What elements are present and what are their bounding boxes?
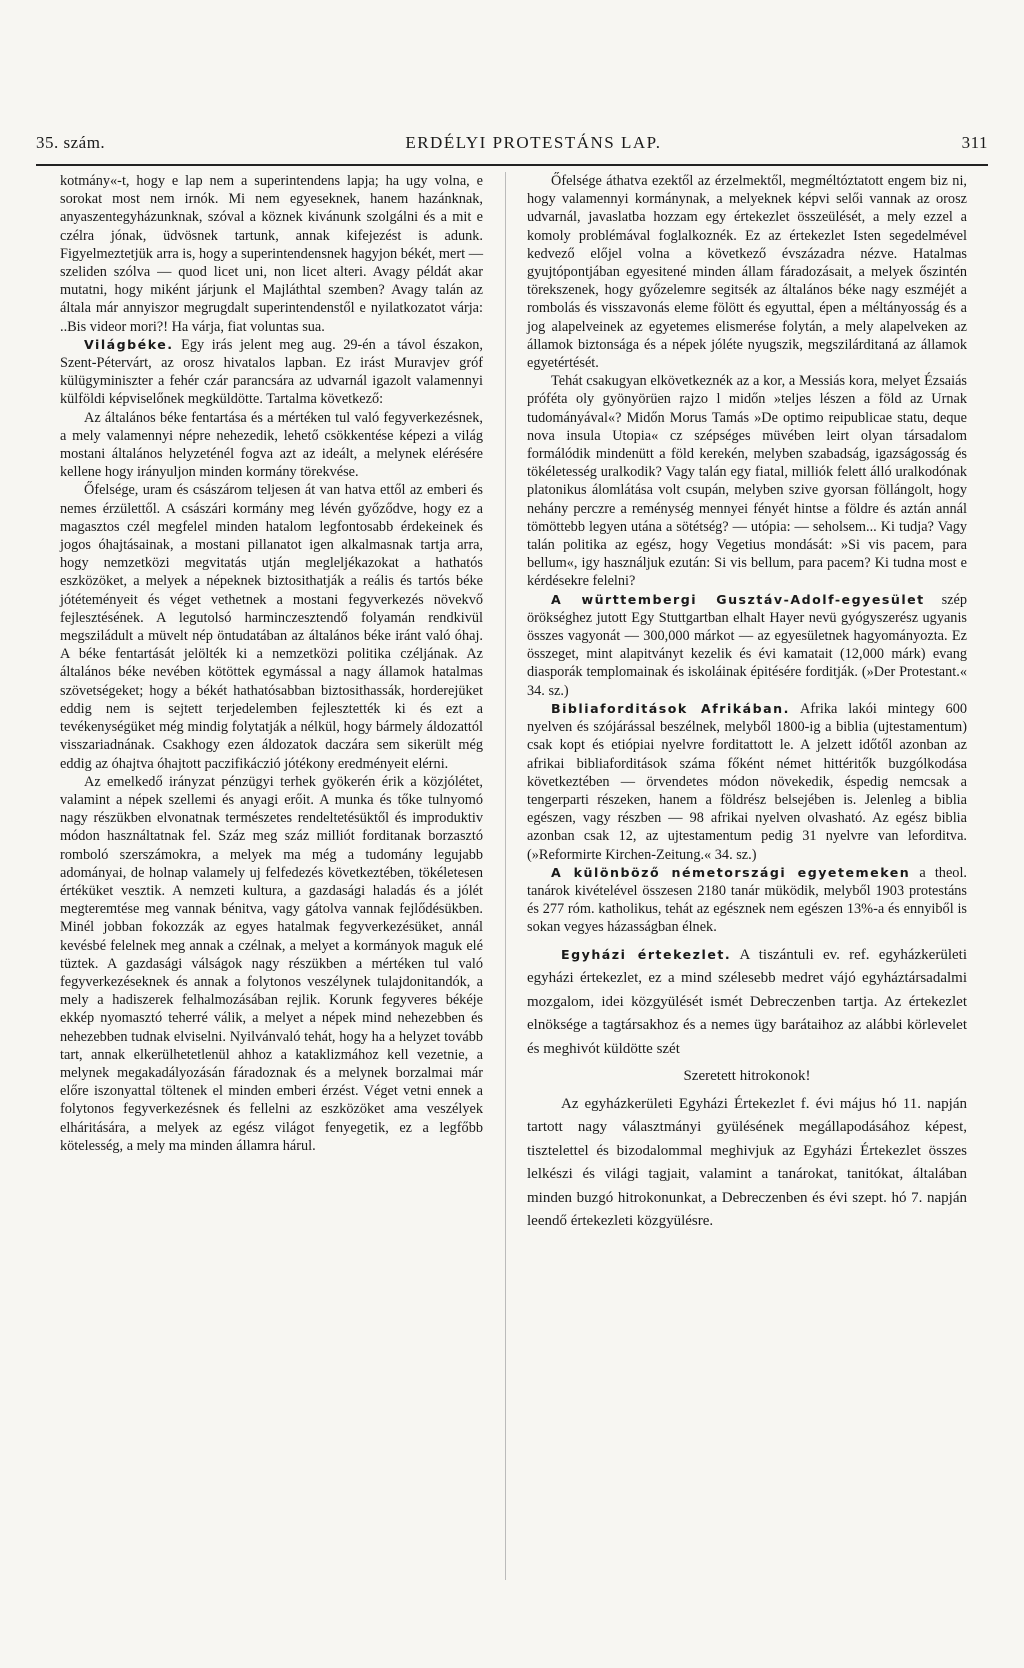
- paragraph: Az általános béke fentartása és a mértéken tul való fegyverkezésnek, a mely valamennyi népre nehezedik, lehető csökkentése képezi a világ mostani általános helyzeténél fogva azt az ideált, a melynek elérésére kellene hogy irányuljon minden kormány törekvése.: [60, 409, 483, 481]
- paragraph: Őfelsége, uram és császárom teljesen át van hatva ettől az emberi és nemes érzülettől. A császári kormány meg lévén győződve, hogy ez a magasztos czél megfelel minden hatalom legfontosabb érdekeinek és jogos óhajtásainak, a mostani pillanatot igen alkalmasnak tartja arra, hogy nemzetközi megvitatás utján megleljékazokat a hathatós eszközöket, a melyek a népeknek biztosithatják a reális és tartós béke jótéteményeit és véget vethetnek a mostani fegyverkezés növekvő fejlesztésének. A legutolsó harminczesztendő folyamán rendkivül megsziládult a müvelt nép öntudatában az általános béke iránt való óhaj. A béke fentartását jelölték ki a nemzetközi politika czéljának. Az általános béke nevében kötöttek egymással a nagy államok hatalmas szövetségeket; hogy a békét hathatósabban biztosithassák, horderejüket eddig nem is sejtett terjedelemben fejlesztették ki és ezt a tevékenységüket még mindig folytatják a nélkül, hogy bármely áldozattól visszariadnának. Csakhogy ezen áldozatok daczára sem sikerült még eddig az óhajtva óhajtott paczifikáczió jótékony eredményeit elérni.: [60, 482, 483, 772]
- salutation: Szeretett hitrokonok!: [683, 1068, 811, 1085]
- section-heading: Bibliaforditások Afrikában.: [551, 700, 790, 716]
- right-column: [527, 172, 967, 1234]
- section-heading: A különböző németországi egyetemeken: [551, 864, 911, 880]
- section-heading: A württembergi Gusztáv-Adolf-egyesület: [551, 591, 925, 607]
- left-column: [60, 172, 483, 1155]
- paragraph: [527, 591, 967, 700]
- circular-letter: [527, 943, 967, 1234]
- column-divider: [505, 172, 506, 1580]
- journal-title: ERDÉLYI PROTESTÁNS LAP.: [405, 133, 662, 152]
- paragraph: Az emelkedő irányzat pénzügyi terhek gyökerén érik a közjólétet, valamint a népek szellemi és anyagi erőit. A munka és tőke tulnyomó nagy részükben elvonatnak természetes rendeltetésüktől és improduktiv módon használtatnak fel. Száz meg száz milliót forditanak borzasztó romboló szerszámokra, a melyek ma még a tudomány legujabb adományai, de holnap valamely uj felfedezés következtében, tökéletesen értéküket vesztik. A nemzeti kultura, a gazdasági haladás és a jólét megteremtése meg vannak bénitva, vagy gátolva vannak fejlődésükben. Minél jobban fokozzák az egyes hatalmak fegyverkezésüket, annál kevésbé felelnek meg annak a czélnak, a melyet a kormányok maguk elé tüztek. A gazdasági válságok nagy részükben a mértéken tul való fegyverkezéseknek és annak a folytonos veszélynek tulajdonitandók, a mely a hadiszerek felhalmozásában rejlik. Korunk fegyveres békéje ekkép nyomasztó teherré válik, a melyet a népek mind nehezebben és nehezebben tudnak elviselni. Nyilvánvaló tehát, hogy ha a helyzet tovább tart, annak elkerülhetetlenül ahhoz a kataklizmához kell vezetnie, a melynek megakadályozásán fáradoznak és a melynek borzalmai már előre iszonyattal töltenek el minden emberi érzést. Véget vetni ennek a folytonos fegyverkezésnek és fellelni az eszközöket ama veszélyek elháritására, a melyek az egész világot fenyegetik, ez a legfőbb kötelesség, a mely ma minden államra hárul.: [60, 773, 483, 1154]
- paragraph: [527, 700, 967, 864]
- header-rule: [36, 164, 988, 166]
- paragraph-text: Afrika lakói mintegy 600 nyelven és szójárással beszélnek, melyből 1800-ig a biblia (ujtestamentum) csak kopt és etiópiai nyelvre forditattott le. A jelzett időtől azonban az afrikai bibliaforditások száma főként német hittéritők buzgólkodása következtében — örvendetes módon növekedik, éspedig nemcsak a tengerparti részeken, hanem a földrész belsejében is. Jelenleg a biblia egészen, vagy részben — 98 afrikai nyelven olvasható. Az egész biblia azonban csak 12, az ujtestamentum pedig 31 nyelvre van leforditva. (»Reformirte Kirchen-Zeitung.« 34. sz.): [527, 700, 967, 863]
- section-heading: Világbéke.: [84, 336, 174, 352]
- paragraph-text: Egy irás jelent meg aug. 29-én a távol északon, Szent-Pétervárt, az orosz hivatalos lapban. Ez irást Muravjev gróf külügyminiszter a fehér czár parancsára az udvarnál igazolt valamennyi külföldi képviselőnek megküldötte. Tartalma következő:: [60, 336, 483, 408]
- section-heading: Egyházi értekezlet.: [561, 946, 732, 962]
- page-header: [36, 128, 988, 158]
- paragraph: [527, 943, 967, 1062]
- paragraph-text: szép örökséghez jutott Egy Stuttgartban elhalt Hayer nevü gyógyszerész ugyanis összes vagyonát — 300,000 márkot — az egyesületnek hagyományozta. Ez összeget, mint alapitványt kezelik és évi kamatait (12,000 márk) evang diasporák templomainak és iskoláinak épitésére forditják. (»Der Protestant.« 34. sz.): [527, 591, 967, 699]
- paragraph: [527, 864, 967, 937]
- paragraph-text: a theol. tanárok kivételével összesen 2180 tanár müködik, melyből 1903 protestáns és 277 róm. katholikus, tehát az egésznek nem egészen 13%-a és ennyiből is sokan vegyes házasságban élnek.: [527, 864, 967, 936]
- paragraph: Az egyházkerületi Egyházi Értekezlet f. évi május hó 11. napján tartott nagy választmányi gyülésének megállapodásához képest, tisztelettel és bizodalommal meghivjuk az Egyházi Értekezlet összes lelkészi és világi tagjait, valamint a tanárokat, tanitókat, általában minden buzgó hitrokonunkat, a Debreczenben és évi szept. hó 7. napján leendő értekezleti közgyülésre.: [527, 1095, 967, 1230]
- paragraph: [60, 336, 483, 409]
- paragraph-text: A tiszántuli ev. ref. egyházkerületi egyházi értekezlet, ez a mind szélesebb medret vájó egyháztársadalmi mozgalom, idei közgyülését ismét Debreczenben tartja. Az értekezlet elnöksége a tagtársakhoz és a nemes ügy barátaihoz az alábbi körlevelet és meghivót küldötte szét: [527, 946, 967, 1057]
- paragraph: Tehát csakugyan elkövetkeznék az a kor, a Messiás kora, melyet Ézsaiás próféta oly gyönyörüen rajzo l midőn »teljes lészen a föld az Urnak tudományával«? Midőn Morus Tamás »De optimo reipublicae statu, deque nova insula Utopia« cz szépséges müvében leirt olyan társadalom formálódik mindenütt a föld kerekén, melyben szabadság, igazságosság és tökéletesség uralkodik? Vagy talán egy fiatal, milliók felett álló uralkodónak platonikus álomlátása volt csupán, melyben szive gyorsan föllángolt, hogy nehány perczre a reménység mennyei fényét hintse a földre és aztán annál tömöttebb legyen utána a sötétség? — utópia: — seholsem... Ki tudja? Vagy talán politika az egész, hogy Vegetius mondását: »Si vis pacem, para bellum«, igy használjuk ezután: Si vis bellum, para pacem? Ki tudna most e kérdésekre felelni?: [527, 373, 967, 590]
- page-number: 311: [961, 133, 988, 152]
- paragraph: kotmány«-t, hogy e lap nem a superintendens lapja; ha ugy volna, e sorokat most nem irnók. Mi nem egyeseknek, hanem hazánknak, anyaszentegyházunknak, szóval a köznek kivánunk szolgálni és a mit e czélra jónak, üdvösnek tartunk, annak kifejezést is adunk. Figyelmeztetjük arra is, hogy a superintendensnek hagyjon békét, mert — szeliden szólva — quod licet uni, non licet alteri. Avagy példát akar mutatni, hogy miként járjunk el Majláthtal szemben? Avagy talán az általa már annyiszor megrugdalt superintendenstől e nyilatkozatot várja: ..Bis videor mori?! Ha várja, fiat voluntas sua.: [60, 173, 483, 335]
- paragraph: Őfelsége áthatva ezektől az érzelmektől, megméltóztatott engem biz ni, hogy valamennyi kormánynak, a melyeknek képvi selői vannak az orosz udvarnál, javaslatba hozzam egy értekezlet összeülését, a mely ezzel a komoly problémával foglalkoznék. Ez az értekezlet Isten segedelmével kedvező előjel volna a következő évszázadra nézve. Hatalmas gyujtópontjában egyesitené minden állam fáradozásait, a melyek őszintén törekszenek, hogy győzelemre segitsék az általános béke nagy eszméjét a rombolás és visszavonás eleme fölött és egyuttal, épen a méltányosság és a jog alapelveinek az egyetemes elismerése folytán, a mely alapelveken az államok biztonsága és a népek jóléte nyugszik, megszilárditaná az államok egyetértését.: [527, 173, 967, 372]
- issue-number: 35. szám.: [36, 133, 106, 152]
